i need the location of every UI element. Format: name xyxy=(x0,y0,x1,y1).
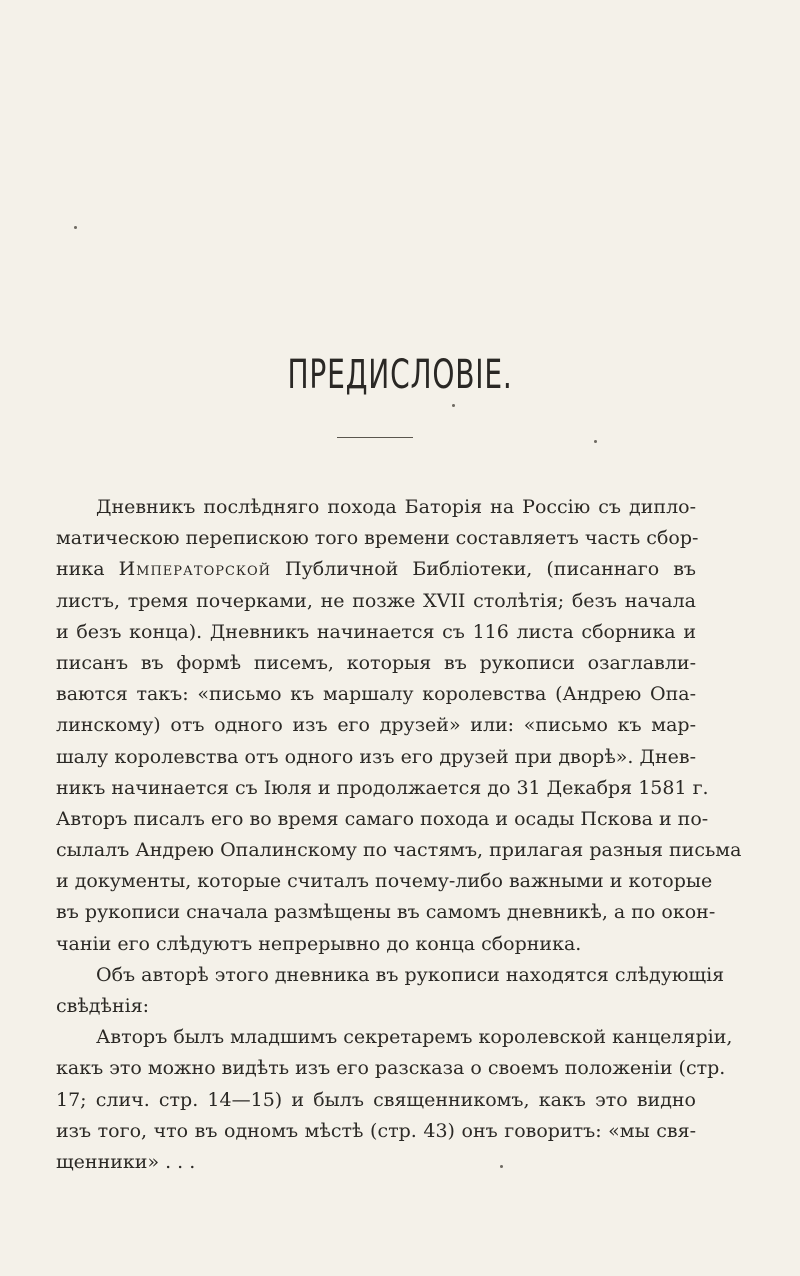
text-line: Авторъ былъ младшимъ секретаремъ королевской канцеляріи, xyxy=(96,1026,733,1049)
text-line: никъ начинается съ Іюля и продолжается до 31 Декабря 1581 г. xyxy=(56,776,709,799)
text-line: 17; слич. стр. 14—15) и былъ священникомъ, какъ это видно xyxy=(56,1088,696,1111)
page-title: ПРЕДИСЛОВІЕ. xyxy=(287,352,513,398)
text-span: Публичной Библіотеки, (писаннаго въ xyxy=(270,558,696,581)
text-line: въ рукописи сначала размѣщены въ самомъ дневникѣ, а по окон- xyxy=(56,901,716,924)
scan-speck xyxy=(594,440,597,443)
small-caps-text: Императорской xyxy=(118,558,271,581)
scan-speck xyxy=(452,404,455,407)
text-line: линскому) отъ одного изъ его друзей» или: «письмо къ мар- xyxy=(56,714,696,737)
text-line: Дневникъ послѣдняго похода Баторія на Россію съ дипло- xyxy=(96,496,696,518)
text-line: какъ это можно видѣть изъ его разсказа о своемъ положеніи (стр. xyxy=(56,1057,726,1080)
scan-speck xyxy=(500,1165,503,1168)
text-line xyxy=(56,554,696,585)
title-rule xyxy=(337,437,413,438)
preface-body xyxy=(56,492,742,1178)
text-line: свѣдѣнія: xyxy=(56,995,150,1017)
text-line: изъ того, что въ одномъ мѣстѣ (стр. 43) онъ говоритъ: «мы свя- xyxy=(56,1119,696,1142)
text-line: сылалъ Андрею Опалинскому по частямъ, прилагая разныя письма xyxy=(56,839,742,862)
text-line: и документы, которые считалъ почему-либо важными и которые xyxy=(56,870,713,893)
text-line: чаніи его слѣдуютъ непрерывно до конца сборника. xyxy=(56,932,582,955)
text-line: щенники» . . . xyxy=(56,1150,196,1173)
text-line: матическою перепискою того времени составляетъ часть сбор- xyxy=(56,527,699,550)
text-line: ваются такъ: «письмо къ маршалу королевства (Андрею Опа- xyxy=(56,683,696,706)
text-line: листъ, тремя почерками, не позже XVII столѣтія; безъ начала xyxy=(56,589,696,612)
text-span: ника xyxy=(56,558,119,581)
text-line: и безъ конца). Дневникъ начинается съ 116 листа сборника и xyxy=(56,620,696,643)
text-line: шалу королевства отъ одного изъ его друзей при дворѣ». Днев- xyxy=(56,745,696,768)
text-line: Авторъ писалъ его во время самаго похода и осады Пскова и по- xyxy=(56,807,709,830)
text-line: писанъ въ формѣ писемъ, которыя въ рукописи озаглавли- xyxy=(56,651,696,674)
scan-speck xyxy=(74,226,77,229)
text-line: Объ авторѣ этого дневника въ рукописи находятся слѣдующія xyxy=(96,963,725,986)
